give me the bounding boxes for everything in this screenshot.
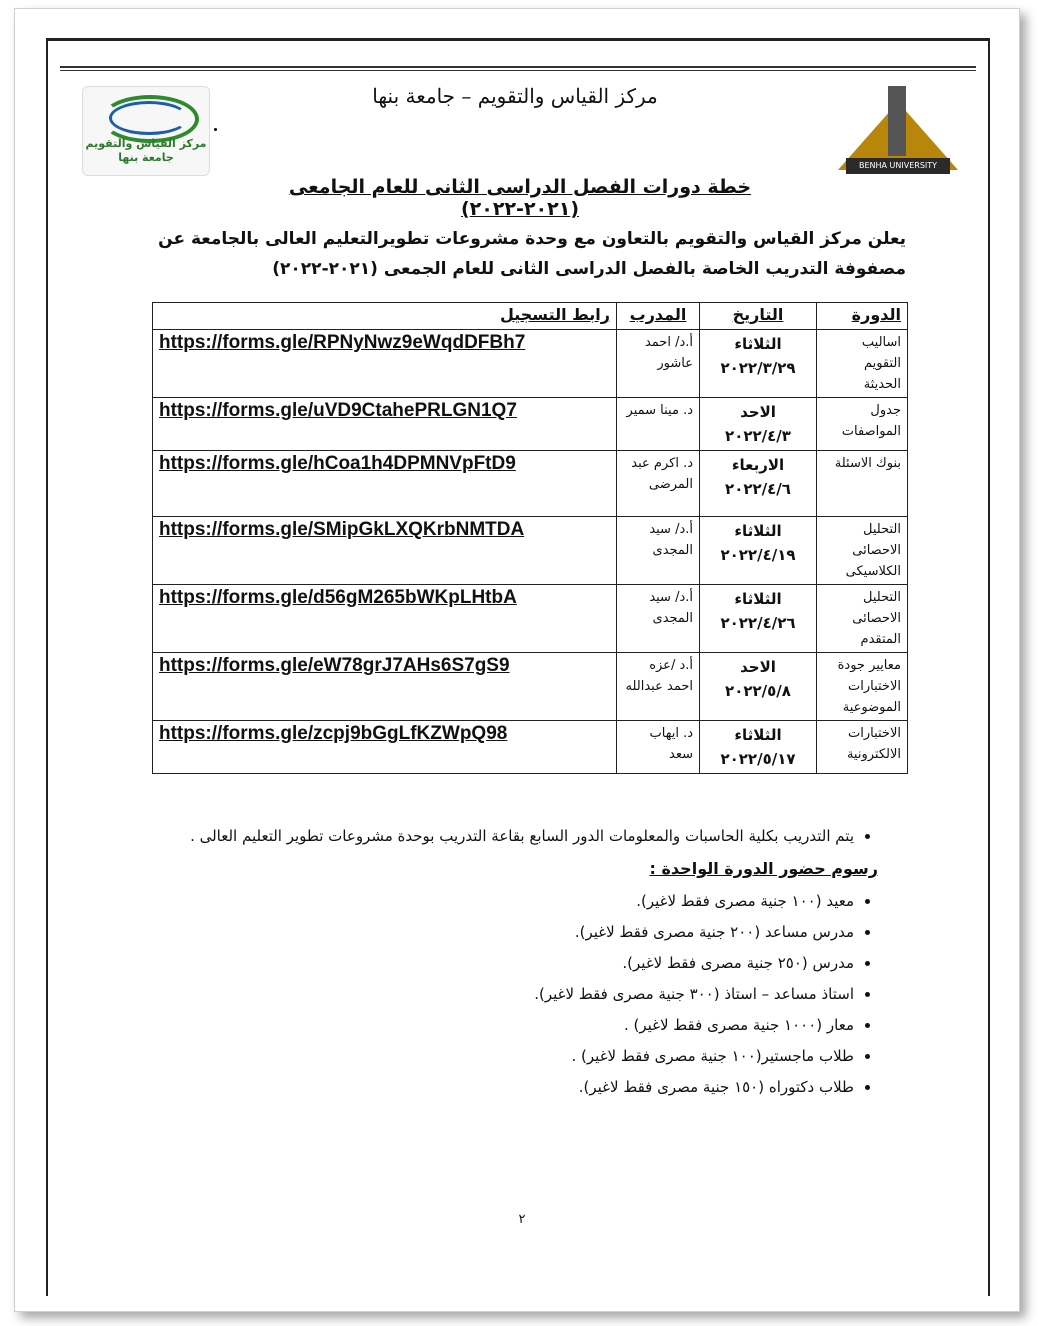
table-row (153, 653, 908, 721)
registration-link[interactable]: https://forms.gle/hCoa1h4DPMNVpFtD9 (153, 451, 617, 517)
course-trainer: د. اكرم عبد المرضى (617, 451, 700, 517)
course-trainer: أ.د/ احمد عاشور (617, 330, 700, 398)
training-location-note: • يتم التدريب بكلية الحاسبات والمعلومات الدور السابع بقاعة التدريب بوحدة مشروعات تطوير التعليم العالى . (170, 822, 854, 850)
course-name: بنوك الاسئلة (817, 451, 908, 517)
course-date-cell (700, 517, 817, 585)
course-date: ٢٠٢٢/٥/١٧ (720, 750, 796, 768)
table-row (153, 517, 908, 585)
course-day: الاحد (740, 403, 776, 421)
fee-item: • طلاب دكتوراه (١٥٠ جنية مصرى فقط لاغير). (170, 1074, 854, 1100)
course-date: ٢٠٢٢/٥/٨ (725, 682, 791, 700)
table-row (153, 721, 908, 774)
course-date-cell (700, 585, 817, 653)
course-date-cell (700, 653, 817, 721)
scan-dot (214, 128, 217, 131)
document-title: خطة دورات الفصل الدراسى الثانى للعام الجامعى (٢٠٢١-٢٠٢٢) (288, 176, 752, 220)
table-row (153, 398, 908, 451)
notes-section (170, 822, 878, 1105)
course-date: ٢٠٢٢/٤/١٩ (720, 546, 796, 564)
header-title: مركز القياس والتقويم – جامعة بنها (372, 84, 658, 108)
header-course: الدورة (817, 303, 908, 330)
registration-link[interactable]: https://forms.gle/eW78grJ7AHs6S7gS9 (153, 653, 617, 721)
course-day: الاحد (740, 658, 776, 676)
header-trainer: المدرب (617, 303, 700, 330)
header-divider-thin (60, 70, 976, 71)
course-name: جدول المواصفات (817, 398, 908, 451)
course-day: الثلاثاء (734, 726, 782, 744)
measurement-center-logo (82, 86, 210, 176)
course-date: ٢٠٢٢/٤/٢٦ (720, 614, 796, 632)
registration-link[interactable]: https://forms.gle/uVD9CtahePRLGN1Q7 (153, 398, 617, 451)
header-link: رابط التسجيل (153, 303, 617, 330)
fee-item: • مدرس مساعد (٢٠٠ جنية مصرى فقط لاغير). (170, 919, 854, 945)
course-name: التحليل الاحصائى المتقدم (817, 585, 908, 653)
header-date: التاريخ (700, 303, 817, 330)
table-header-row (153, 303, 908, 330)
location-list (170, 822, 878, 850)
fees-list (170, 888, 878, 1100)
course-date-cell (700, 721, 817, 774)
course-name: اساليب التقويم الحديثة (817, 330, 908, 398)
course-date: ٢٠٢٢/٤/٣ (725, 427, 791, 445)
course-trainer: أ.د/ سيد المجدى (617, 585, 700, 653)
fee-item: • مدرس (٢٥٠ جنية مصرى فقط لاغير). (170, 950, 854, 976)
course-trainer: د. مينا سمير (617, 398, 700, 451)
logo-caption: مركز القياس والتقويم جامعة بنها (85, 137, 207, 164)
logo-university-name: BENHA UNIVERSITY (846, 158, 950, 174)
course-trainer: أ.د/ سيد المجدى (617, 517, 700, 585)
course-date-cell (700, 451, 817, 517)
fees-heading: رسوم حضور الدورة الواحدة : (649, 859, 878, 878)
table-row (153, 585, 908, 653)
registration-link[interactable]: https://forms.gle/RPNyNwz9eWqdDFBh7 (153, 330, 617, 398)
fee-item: • استاذ مساعد – استاذ (٣٠٠ جنية مصرى فقط لاغير). (170, 981, 854, 1007)
course-day: الاربعاء (731, 456, 785, 474)
fee-item: • معار (١٠٠٠ جنية مصرى فقط لاغير) . (170, 1012, 854, 1038)
logo-tower (888, 86, 906, 156)
courses-table (152, 302, 908, 774)
fee-item: • معيد (١٠٠ جنية مصرى فقط لاغير). (170, 888, 854, 914)
registration-link[interactable]: https://forms.gle/SMipGkLXQKrbNMTDA (153, 517, 617, 585)
fee-item: • طلاب ماجستير(١٠٠ جنية مصرى فقط لاغير) . (170, 1043, 854, 1069)
course-day: الثلاثاء (734, 590, 782, 608)
registration-link[interactable]: https://forms.gle/d56gM265bWKpLHtbA (153, 585, 617, 653)
table-row (153, 330, 908, 398)
course-name: الاختبارات الالكترونية (817, 721, 908, 774)
course-date-cell (700, 398, 817, 451)
logo-ring-blue (109, 101, 189, 135)
course-date-cell (700, 330, 817, 398)
course-day: الثلاثاء (734, 522, 782, 540)
course-trainer: أ.د /عزه احمد عبدالله (617, 653, 700, 721)
course-name: التحليل الاحصائى الكلاسيكى (817, 517, 908, 585)
course-name: معايير جودة الاختبارات الموضوعية (817, 653, 908, 721)
course-day: الثلاثاء (734, 335, 782, 353)
table-row (153, 451, 908, 517)
course-date: ٢٠٢٢/٣/٢٩ (720, 359, 796, 377)
course-trainer: د. ايهاب سعد (617, 721, 700, 774)
page-number: ٢ (518, 1212, 526, 1227)
benha-university-logo (832, 80, 964, 180)
registration-link[interactable]: https://forms.gle/zcpj9bGgLfKZWpQ98 (153, 721, 617, 774)
course-date: ٢٠٢٢/٤/٦ (725, 480, 791, 498)
intro-paragraph: يعلن مركز القياس والتقويم بالتعاون مع وحدة مشروعات تطويرالتعليم العالى بالجامعة عن مصفوفة التدريب الخاصة بالفصل الدراسى الثانى للعام الجمعى (٢٠٢١-٢٠٢٢) (158, 229, 906, 279)
header-divider (60, 66, 976, 68)
